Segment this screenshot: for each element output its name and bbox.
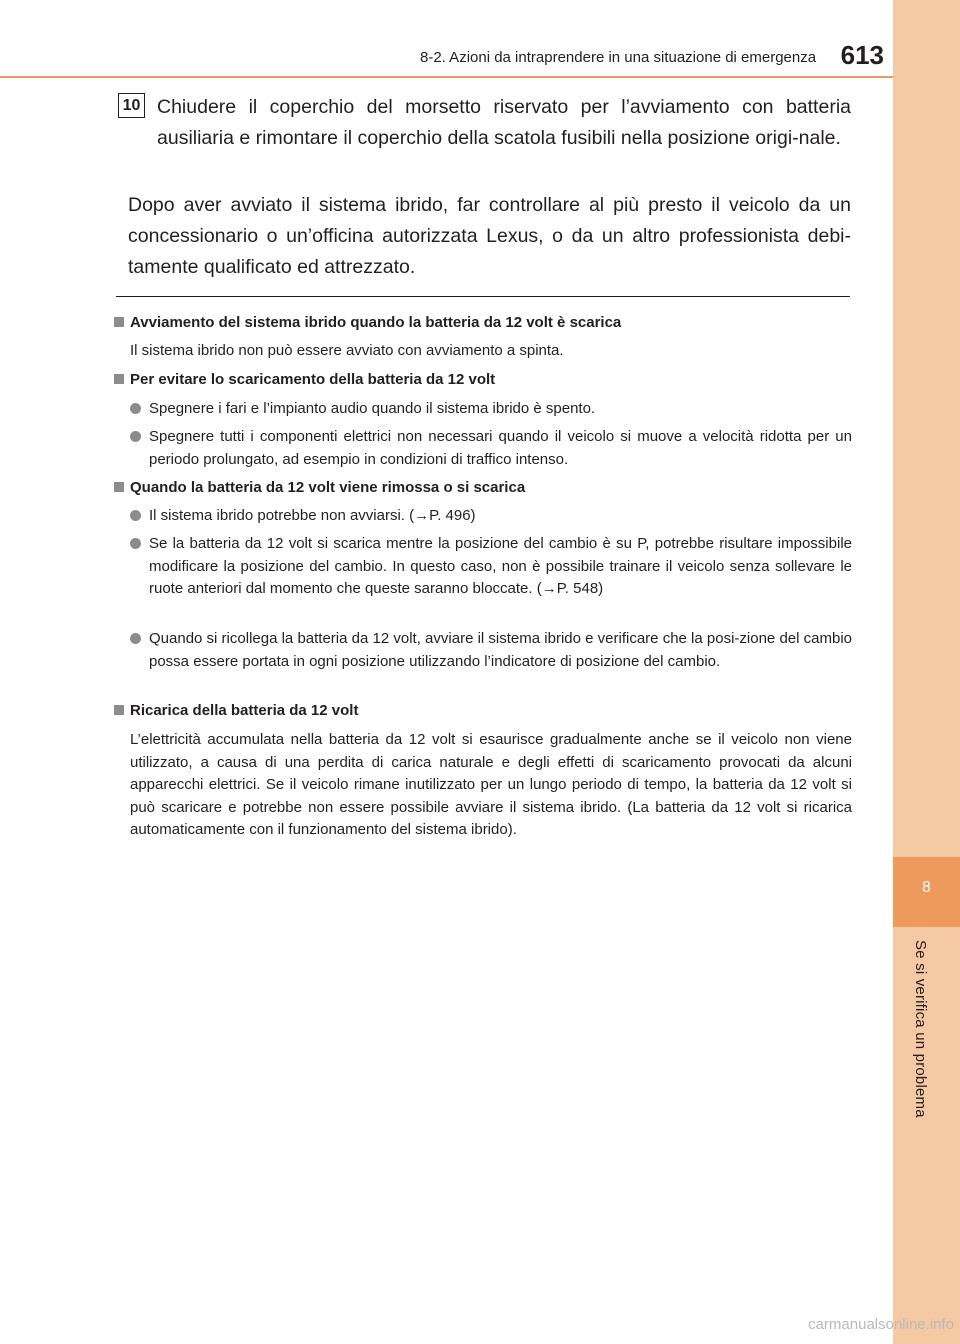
square-bullet-icon: [114, 705, 124, 715]
page-number: 613: [840, 40, 884, 70]
step-text: Chiudere il coperchio del morsetto riservato per l’avviamento con batteria ausiliaria e rimontare il coperchio della scatola fusibili nella posizione origi-nale.: [157, 96, 851, 149]
circle-bullet-icon: [130, 510, 141, 521]
list-item: Il sistema ibrido potrebbe non avviarsi. (→P. 496): [130, 505, 852, 528]
circle-bullet-icon: [130, 538, 141, 549]
section-heading: Quando la batteria da 12 volt viene rimossa o si scarica: [114, 479, 525, 496]
chapter-number: 8: [922, 879, 931, 896]
section-divider: [116, 296, 850, 297]
square-bullet-icon: [114, 482, 124, 492]
body-paragraph: Dopo aver avviato il sistema ibrido, far controllare al più presto il veicolo da un concessionario o un’officina autorizzata Lexus, o da un altro professionista debi-tamente qualificato ed attrezzato.: [128, 194, 851, 278]
list-item: Spegnere tutti i componenti elettrici non necessari quando il veicolo si muove a velocità ridotta per un periodo prolungato, ad esempio in condizioni di traffico intenso.: [130, 426, 852, 471]
chapter-title-vertical: [912, 940, 936, 1160]
section-heading: Avviamento del sistema ibrido quando la batteria da 12 volt è scarica: [114, 314, 621, 331]
watermark: carmanualsonline.info: [808, 1316, 954, 1333]
header-divider: [0, 76, 893, 78]
section-text: Il sistema ibrido non può essere avviato con avviamento a spinta.: [130, 342, 564, 359]
chapter-title: Se si verifica un problema: [912, 940, 929, 1118]
square-bullet-icon: [114, 317, 124, 327]
list-item: Spegnere i fari e l’impianto audio quando il sistema ibrido è spento.: [130, 398, 852, 421]
section-text: L’elettricità accumulata nella batteria da 12 volt si esaurisce gradualmente anche se il veicolo non viene utilizzato, a causa di una perdita di carica naturale e degli effetti di scaricamento provocati da alcuni apparecchi elettrici. Se il veicolo rimane inutilizzato per un lungo periodo di tempo, la batteria da 12 volt si può scaricare e potrebbe non essere possibile avviare il sistema ibrido. (La batteria da 12 volt si ricarica automaticamente con il funzionamento del sistema ibrido).: [130, 731, 852, 838]
section-heading: Per evitare lo scaricamento della batteria da 12 volt: [114, 371, 495, 388]
section-heading: Ricarica della batteria da 12 volt: [114, 702, 358, 719]
circle-bullet-icon: [130, 403, 141, 414]
square-bullet-icon: [114, 374, 124, 384]
list-item: Se la batteria da 12 volt si scarica mentre la posizione del cambio è su P, potrebbe risultare impossibile modificare la posizione del cambio. In questo caso, non è possibile trainare il veicolo senza sollevare le ruote anteriori dal momento che queste saranno bloccate. (→P. 548): [130, 533, 852, 601]
list-item: Quando si ricollega la batteria da 12 volt, avviare il sistema ibrido e verificare che la posi-zione del cambio possa essere portata in ogni posizione utilizzando l’indicatore di posizione del cambio.: [130, 628, 852, 673]
circle-bullet-icon: [130, 633, 141, 644]
circle-bullet-icon: [130, 431, 141, 442]
section-title: 8-2. Azioni da intraprendere in una situazione di emergenza: [420, 49, 817, 66]
step-number-badge: 10: [118, 93, 145, 118]
